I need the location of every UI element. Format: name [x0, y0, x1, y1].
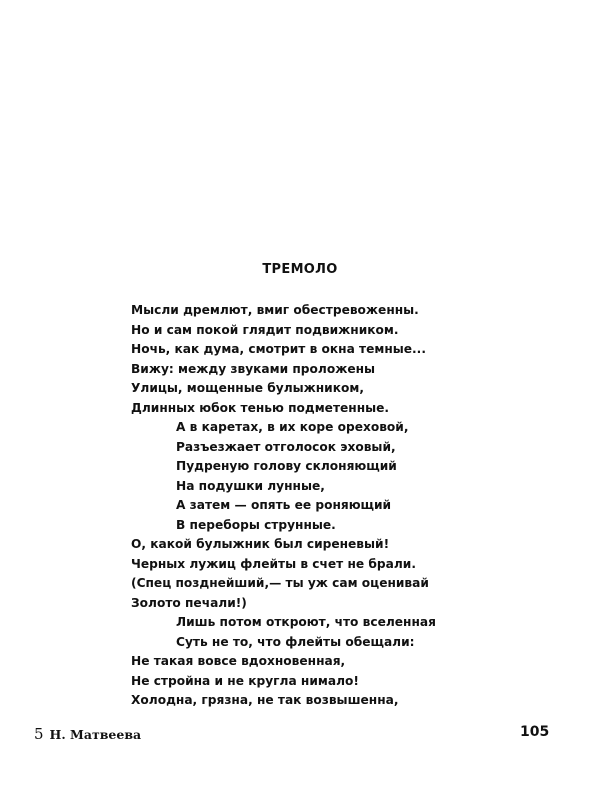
poem-line-indented: А затем — опять ее роняющий: [176, 498, 392, 512]
poem-line: Не стройна и не кругла нимало!: [131, 673, 359, 688]
poem-line-indented: На подушки лунные,: [176, 478, 325, 493]
poem-line: Холодна, грязна, не так возвышенна,: [131, 693, 399, 707]
footer-signature: [34, 725, 141, 743]
poem-line: Но и сам покой глядит подвижником.: [131, 322, 399, 337]
poem-line: Вижу: между звуками проложены: [131, 361, 376, 376]
poem-line: Улицы, мощенные булыжником,: [131, 381, 364, 395]
poem-line-indented: Пудреную голову склоняющий: [176, 459, 397, 473]
poem-body: [131, 301, 436, 711]
poem-line: Золото печали!): [131, 595, 247, 610]
poem-line-indented: А в каретах, в их коре ореховой,: [176, 420, 409, 434]
poem-line: (Спец позднейший,— ты уж сам оценивай: [131, 576, 429, 590]
signature-number: 5: [34, 725, 44, 743]
poem-line-indented: В переборы струнные.: [176, 517, 336, 532]
poem-line-indented: Лишь потом откроют, что вселенная: [176, 615, 436, 629]
page-number: 105: [520, 724, 550, 740]
poem-line-indented: Суть не то, что флейты обещали:: [176, 634, 415, 649]
poem-line: Длинных юбок тенью подметенные.: [131, 400, 390, 415]
poem-line: Ночь, как дума, смотрит в окна темные...: [131, 342, 426, 356]
poem-line: Мысли дремлют, вмиг обестревоженны.: [131, 303, 419, 317]
poem-line: Не такая вовсе вдохновенная,: [131, 654, 346, 668]
poem-line: О, какой булыжник был сиреневый!: [131, 537, 390, 551]
poem-line: Черных лужиц флейты в счет не брали.: [131, 556, 416, 571]
poem-title: ТРЕМОЛО: [262, 262, 338, 277]
poem-line-indented: Разъезжает отголосок эховый,: [176, 439, 396, 454]
author-name: Н. Матвеева: [49, 727, 142, 742]
